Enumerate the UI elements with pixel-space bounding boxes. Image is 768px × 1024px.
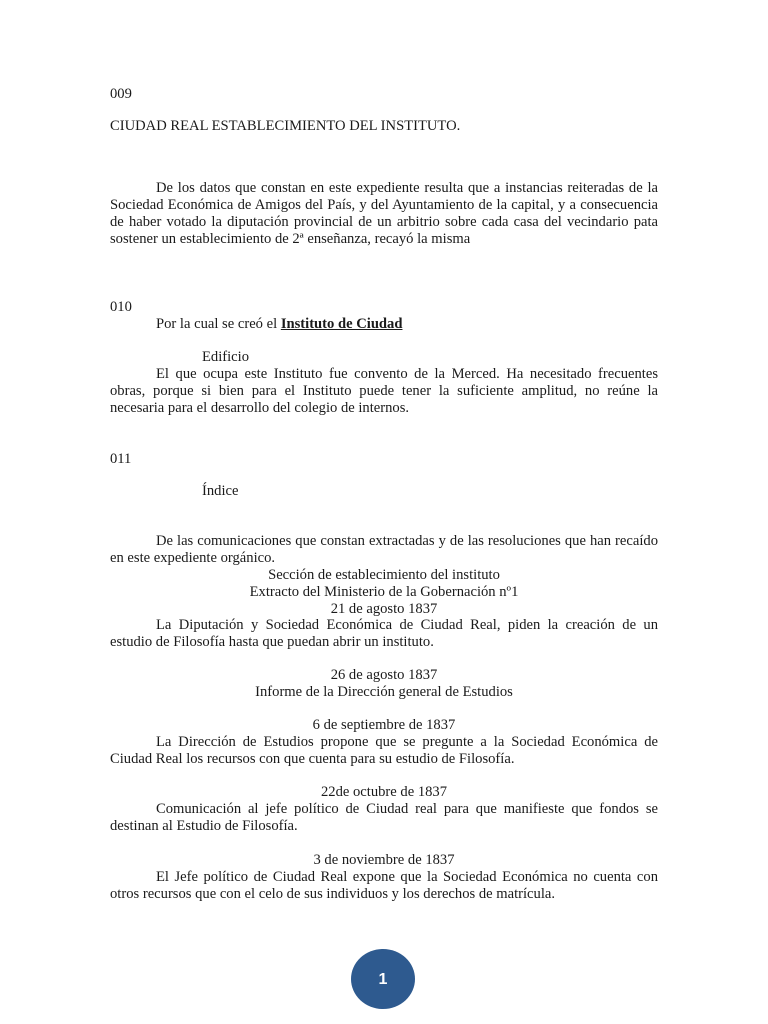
entry-date: 26 de agosto 1837 bbox=[330, 667, 438, 683]
page-number-badge bbox=[351, 949, 415, 1009]
informe-heading: Informe de la Dirección general de Estudios bbox=[255, 684, 513, 700]
document-title: CIUDAD REAL ESTABLECIMIENTO DEL INSTITUTO. bbox=[110, 118, 461, 134]
entry-text: Comunicación al jefe político de Ciudad real para que manifieste que fondos se destinan al Estudio de Filosofía. bbox=[110, 801, 658, 834]
creation-line-text: Por la cual se creó el bbox=[156, 316, 281, 332]
seccion-heading: Sección de establecimiento del instituto bbox=[268, 567, 500, 583]
edificio-paragraph: El que ocupa este Instituto fue convento de la Merced. Ha necesitado frecuentes obras, porque si bien para el Instituto puede tener la suficiente amplitud, no reúne la necesaria para el desarrollo del colegio de internos. bbox=[110, 366, 658, 416]
page-number: 1 bbox=[378, 970, 388, 988]
entry-date: 21 de agosto 1837 bbox=[330, 601, 438, 617]
edificio-heading: Edificio bbox=[202, 349, 250, 365]
entry-text: El Jefe político de Ciudad Real expone que la Sociedad Económica no cuenta con otros recursos que con el celo de sus individuos y los derechos de matrícula. bbox=[110, 869, 658, 902]
section-number-010: 010 bbox=[110, 299, 132, 315]
entry-date: 3 de noviembre de 1837 bbox=[313, 852, 455, 868]
section-number-009: 009 bbox=[110, 86, 132, 102]
entry-date: 22de octubre de 1837 bbox=[320, 784, 448, 800]
section-number-011: 011 bbox=[110, 451, 132, 467]
extracto-heading: Extracto del Ministerio de la Gobernación nº1 bbox=[249, 584, 519, 600]
creation-line bbox=[110, 316, 704, 333]
comunicaciones-paragraph: De las comunicaciones que constan extractadas y de las resoluciones que han recaído en este expediente orgánico. bbox=[110, 533, 658, 566]
intro-paragraph: De los datos que constan en este expediente resulta que a instancias reiteradas de la Sociedad Económica de Amigos del País, y del Ayuntamiento de la capital, y a consecuencia de haber votado la diputación provincial de un arbitrio sobre cada casa del vecindario pata sostener un establecimiento de 2ª enseñanza, recayó la misma bbox=[110, 180, 658, 247]
entry-date: 6 de septiembre de 1837 bbox=[312, 717, 456, 733]
entry-text: La Dirección de Estudios propone que se pregunte a la Sociedad Económica de Ciudad Real los recursos con que cuenta para su estudio de Filosofía. bbox=[110, 734, 658, 767]
institute-name: Instituto de Ciudad bbox=[280, 316, 403, 332]
indice-heading: Índice bbox=[202, 483, 239, 499]
entry-text: La Diputación y Sociedad Económica de Ciudad Real, piden la creación de un estudio de Filosofía hasta que puedan abrir un instituto. bbox=[110, 617, 658, 650]
